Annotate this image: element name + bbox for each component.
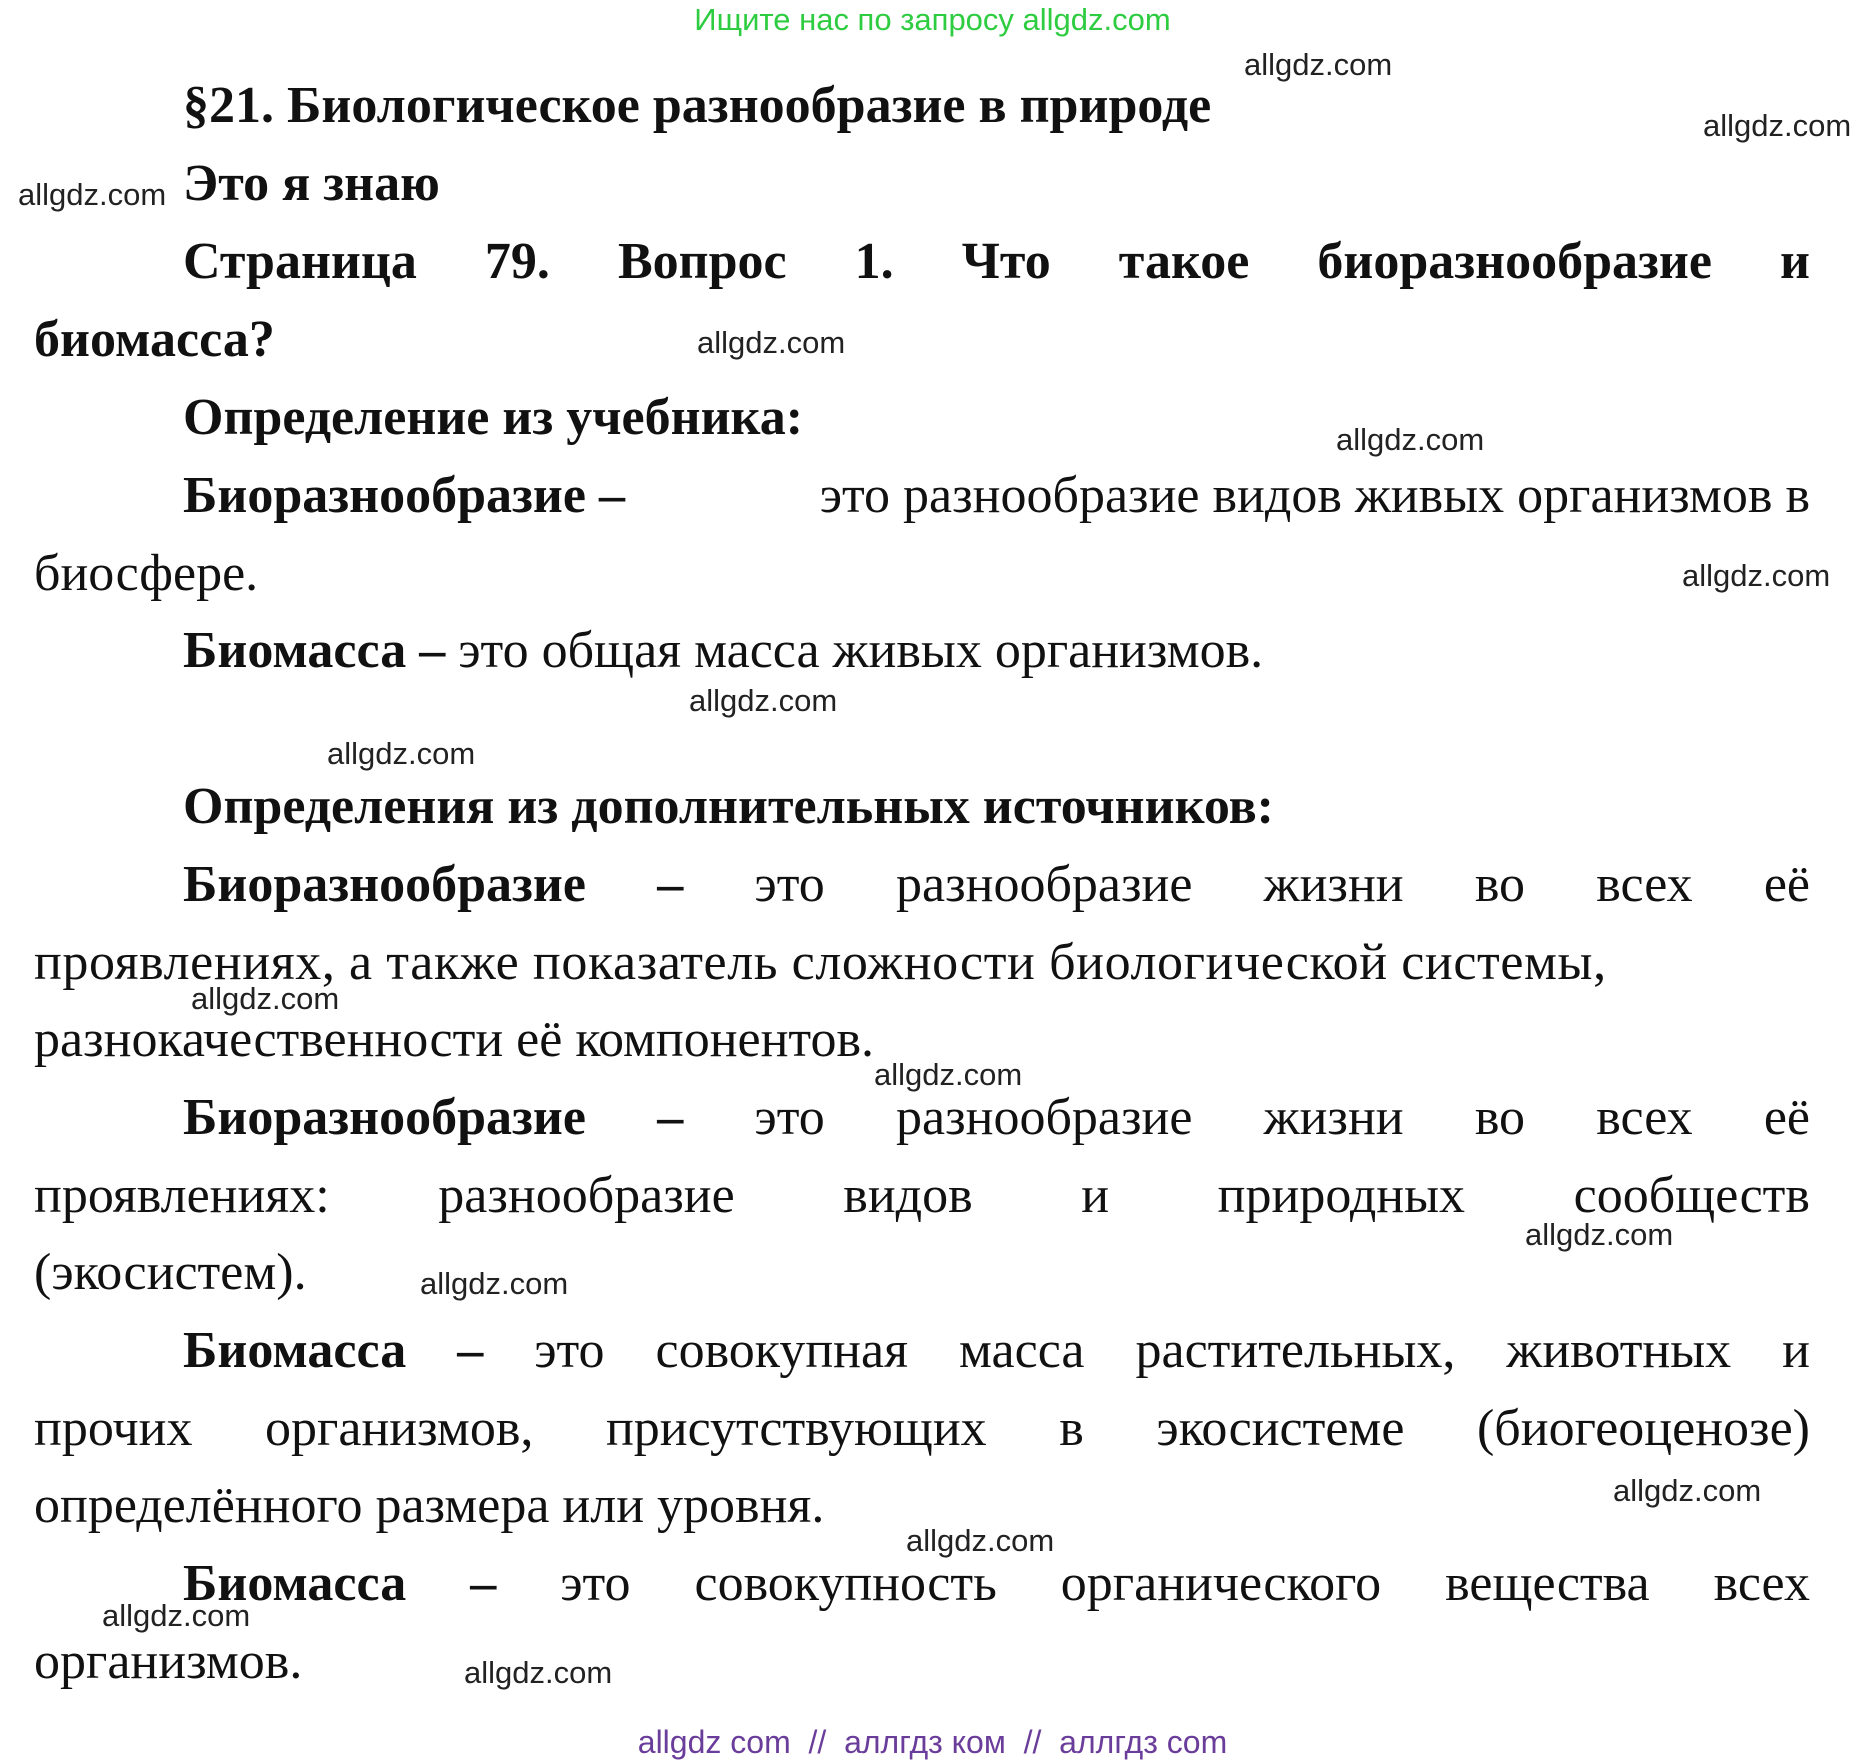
extra-def1-line-2: проявлениях, а также показатель сложности биологической системы,	[34, 934, 1607, 991]
extra-def2-line-3: (экосистем).	[34, 1244, 307, 1301]
extra-def3-line-2: прочих организмов, присутствующих в экосистеме (биогеоценозе)	[34, 1400, 1810, 1457]
watermark: allgdz.com	[420, 1266, 569, 1301]
watermark: allgdz.com	[18, 177, 167, 212]
question-line-2: биомасса?	[34, 311, 275, 368]
watermark: allgdz.com	[1682, 558, 1831, 593]
extra-def1-line-3: разнокачественности её компонентов.	[34, 1011, 875, 1068]
extra-def1-line-1: Биоразнообразие – это разнообразие жизни во всех её	[183, 856, 1810, 913]
extra-def2-line-2: проявлениях: разнообразие видов и природных сообществ	[34, 1167, 1810, 1224]
watermark: allgdz.com	[1613, 1473, 1762, 1508]
watermark: allgdz.com	[191, 981, 340, 1016]
question-line-1: Страница 79. Вопрос 1. Что такое биоразнообразие и	[183, 233, 1810, 290]
watermark: allgdz.com	[464, 1655, 613, 1690]
textbook-heading: Определение из учебника:	[183, 389, 804, 446]
extra-def2-line-1: Биоразнообразие – это разнообразие жизни во всех её	[183, 1089, 1810, 1146]
extra-def4-line-1: Биомасса – это совокупность органического вещества всех	[183, 1555, 1810, 1612]
watermark: allgdz.com	[1703, 108, 1852, 143]
watermark: allgdz.com	[327, 736, 476, 771]
watermark: allgdz.com	[697, 325, 846, 360]
extra-def3-line-1: Биомасса – это совокупная масса растительных, животных и	[183, 1322, 1810, 1379]
subsection-title: Это я знаю	[183, 155, 440, 212]
watermark: allgdz.com	[689, 683, 838, 718]
extra-heading: Определения из дополнительных источников:	[183, 778, 1274, 835]
watermark: allgdz.com	[874, 1057, 1023, 1092]
extra-def3-line-3: определённого размера или уровня.	[34, 1477, 825, 1534]
section-title: §21. Биологическое разнообразие в природе	[183, 77, 1212, 134]
top-banner: Ищите нас по запросу allgdz.com	[694, 2, 1171, 37]
footer-watermark: allgdz com // аллгдз ком // аллгдз com	[637, 1724, 1228, 1760]
textbook-biomass: Биомасса – это общая масса живых организмов.	[183, 622, 1264, 679]
watermark: allgdz.com	[1525, 1217, 1674, 1252]
textbook-biodiversity-line-1: Биоразнообразие – это разнообразие видов живых организмов в	[183, 467, 1810, 524]
watermark: allgdz.com	[102, 1598, 251, 1633]
watermark: allgdz.com	[906, 1523, 1055, 1558]
watermark: allgdz.com	[1336, 422, 1485, 457]
textbook-biodiversity-line-2: биосфере.	[34, 545, 259, 602]
extra-def4-line-2: организмов.	[34, 1633, 303, 1690]
watermark: allgdz.com	[1244, 47, 1393, 82]
